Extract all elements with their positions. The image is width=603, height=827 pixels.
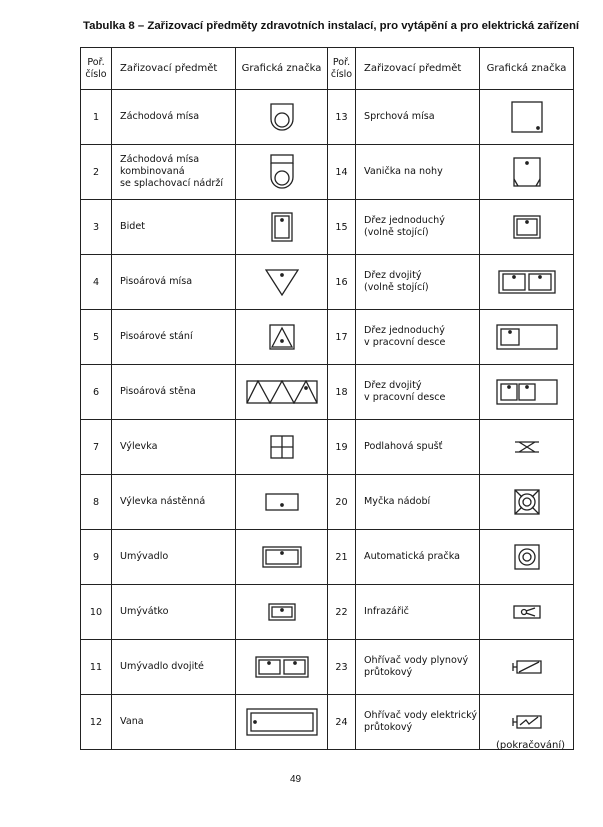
sink-double-countertop-icon [496, 379, 558, 405]
item-name: Podlahová spušť [356, 420, 480, 475]
header-number: Poř. číslo [328, 48, 356, 90]
sink-single-freestanding-icon [513, 215, 541, 239]
item-number: 18 [328, 365, 356, 420]
item-number: 21 [328, 530, 356, 585]
urinal-bowl-icon [265, 268, 299, 296]
symbols-table [80, 47, 574, 750]
item-name: Bidet [112, 200, 236, 255]
item-name: Umývadlo dvojité [112, 640, 236, 695]
slop-sink-icon [270, 435, 294, 459]
urinal-wall-icon [246, 380, 318, 404]
table-row [81, 640, 574, 695]
shower-tray-icon [511, 101, 543, 133]
item-number: 17 [328, 310, 356, 365]
header-symbol: Grafická značka [236, 48, 328, 90]
item-number: 24 [328, 695, 356, 750]
item-number: 11 [81, 640, 112, 695]
wall-slop-sink-icon [265, 493, 299, 511]
wc-bowl-icon [269, 102, 295, 132]
item-number: 15 [328, 200, 356, 255]
item-name: Automatická pračka [356, 530, 480, 585]
wc-combined-cistern-icon [269, 154, 295, 190]
item-name: Dřez jednoduchý (volně stojící) [356, 200, 480, 255]
header-row [81, 48, 574, 90]
page-number: 49 [290, 774, 302, 785]
bidet-icon [271, 212, 293, 242]
bathtub-icon [246, 708, 318, 736]
table-row [81, 310, 574, 365]
item-name: Ohřívač vody elektrický průtokový [356, 695, 480, 750]
table-row [81, 530, 574, 585]
item-number: 3 [81, 200, 112, 255]
item-number: 14 [328, 145, 356, 200]
washing-machine-icon [514, 544, 540, 570]
item-name: Záchodová mísa kombinovaná se splachovací nádrží [112, 145, 236, 200]
item-name: Dřez jednoduchý v pracovní desce [356, 310, 480, 365]
table-row [81, 145, 574, 200]
washbasin-icon [262, 546, 302, 568]
table-row [81, 420, 574, 475]
double-washbasin-icon [255, 656, 309, 678]
item-number: 6 [81, 365, 112, 420]
item-number: 4 [81, 255, 112, 310]
item-number: 16 [328, 255, 356, 310]
table-row [81, 585, 574, 640]
item-name: Záchodová mísa [112, 90, 236, 145]
item-name: Dřez dvojitý v pracovní desce [356, 365, 480, 420]
gas-water-heater-icon [512, 659, 542, 675]
item-number: 10 [81, 585, 112, 640]
header-number: Poř. číslo [81, 48, 112, 90]
table-row [81, 90, 574, 145]
dishwasher-icon [514, 489, 540, 515]
item-name: Sprchová mísa [356, 90, 480, 145]
item-name: Umývadlo [112, 530, 236, 585]
electric-water-heater-icon [512, 714, 542, 730]
small-washbasin-icon [268, 603, 296, 621]
header-item: Zařizovací předmět [112, 48, 236, 90]
infrared-heater-icon [513, 605, 541, 619]
item-number: 8 [81, 475, 112, 530]
table-title: Tabulka 8 – Zařizovací předměty zdravotních instalací, pro vytápění a pro elektrická zařízení [83, 20, 580, 32]
item-number: 22 [328, 585, 356, 640]
urinal-stall-icon [269, 324, 295, 350]
floor-drain-icon [513, 440, 541, 454]
item-name: Pisoárové stání [112, 310, 236, 365]
item-number: 13 [328, 90, 356, 145]
table-row [81, 365, 574, 420]
item-number: 5 [81, 310, 112, 365]
header-item: Zařizovací předmět [356, 48, 480, 90]
item-name: Pisoárová stěna [112, 365, 236, 420]
item-name: Vana [112, 695, 236, 750]
item-number: 19 [328, 420, 356, 475]
item-number: 20 [328, 475, 356, 530]
item-number: 7 [81, 420, 112, 475]
item-name: Myčka nádobí [356, 475, 480, 530]
header-symbol: Grafická značka [480, 48, 574, 90]
item-number: 2 [81, 145, 112, 200]
item-name: Infrazářič [356, 585, 480, 640]
foot-bath-icon [513, 157, 541, 187]
table-row [81, 200, 574, 255]
continuation-note: (pokračování) [496, 740, 566, 751]
item-name: Výlevka nástěnná [112, 475, 236, 530]
item-number: 1 [81, 90, 112, 145]
item-number: 23 [328, 640, 356, 695]
item-name: Pisoárová mísa [112, 255, 236, 310]
item-name: Dřez dvojitý (volně stojící) [356, 255, 480, 310]
item-name: Vanička na nohy [356, 145, 480, 200]
item-number: 9 [81, 530, 112, 585]
sink-double-freestanding-icon [498, 270, 556, 294]
item-name: Ohřívač vody plynový průtokový [356, 640, 480, 695]
item-number: 12 [81, 695, 112, 750]
item-name: Umývátko [112, 585, 236, 640]
sink-single-countertop-icon [496, 324, 558, 350]
item-name: Výlevka [112, 420, 236, 475]
table-row [81, 475, 574, 530]
table-row [81, 255, 574, 310]
